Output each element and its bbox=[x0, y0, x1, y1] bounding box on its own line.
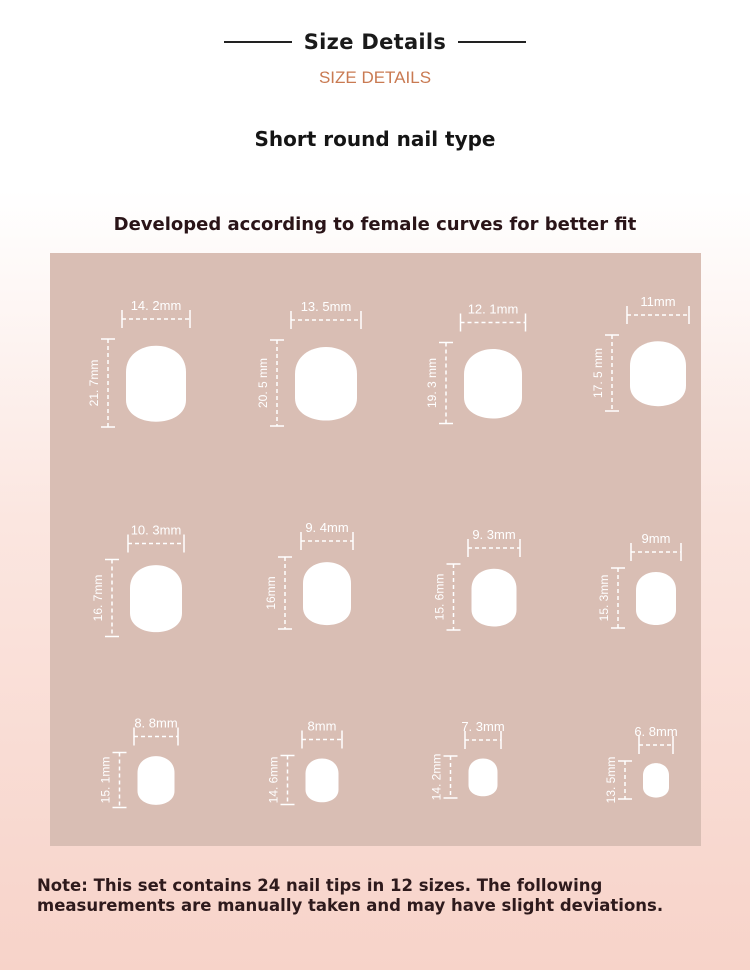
page-subtitle: SIZE DETAILS bbox=[318, 68, 432, 87]
nail-shape bbox=[130, 565, 182, 632]
nail-shape bbox=[295, 347, 357, 421]
width-label: 14. 2mm bbox=[130, 298, 182, 313]
width-label: 13. 5mm bbox=[300, 299, 352, 314]
nail-type-heading: Short round nail type bbox=[254, 127, 496, 151]
length-label: 19. 3 mm bbox=[425, 357, 439, 409]
length-label: 14. 6mm bbox=[266, 756, 281, 804]
size-chart-panel bbox=[50, 253, 701, 846]
nail-shape bbox=[464, 349, 522, 419]
width-label: 8. 8mm bbox=[134, 715, 178, 731]
length-label: 14. 2mm bbox=[429, 753, 444, 801]
width-label: 9. 4mm bbox=[305, 520, 349, 535]
width-label: 12. 1mm bbox=[467, 301, 519, 317]
length-label: 13. 5mm bbox=[604, 756, 618, 804]
width-label: 9mm bbox=[641, 531, 671, 546]
nail-shape bbox=[472, 569, 517, 627]
width-label: 8mm bbox=[307, 718, 337, 734]
width-label: 10. 3mm bbox=[130, 522, 182, 538]
width-label: 6. 8mm bbox=[634, 724, 678, 739]
nail-shape bbox=[138, 756, 175, 805]
note-text: Note: This set contains 24 nail tips in 12 sizes. The following measurements are manually taken and may have slight deviations. bbox=[37, 876, 664, 915]
length-label: 20. 5 mm bbox=[256, 357, 270, 409]
width-label: 11mm bbox=[640, 294, 676, 309]
length-label: 17. 5 mm bbox=[591, 347, 605, 399]
nail-shape bbox=[630, 341, 686, 406]
header bbox=[0, 30, 750, 88]
length-label: 16mm bbox=[264, 576, 278, 610]
title-line-left bbox=[224, 41, 292, 43]
title-line-right bbox=[458, 41, 526, 43]
nail-shape bbox=[306, 759, 339, 803]
title-row bbox=[0, 30, 750, 54]
length-label: 15. 3mm bbox=[597, 574, 611, 622]
width-label: 9. 3mm bbox=[472, 527, 516, 542]
nail-shape bbox=[303, 562, 351, 625]
fit-description: Developed according to female curves for better fit bbox=[113, 214, 637, 235]
length-label: 16. 7mm bbox=[91, 574, 105, 622]
width-label: 7. 3mm bbox=[461, 719, 505, 734]
length-label: 15. 6mm bbox=[432, 573, 447, 621]
length-label: 21. 7mm bbox=[87, 359, 101, 407]
length-label: 15. 1mm bbox=[98, 756, 113, 804]
nail-size-diagram bbox=[50, 253, 701, 846]
nail-shape bbox=[469, 758, 498, 796]
page-title: Size Details bbox=[303, 30, 447, 54]
nail-shape bbox=[636, 572, 676, 625]
nail-shape bbox=[126, 346, 186, 422]
nail-shape bbox=[643, 763, 669, 798]
